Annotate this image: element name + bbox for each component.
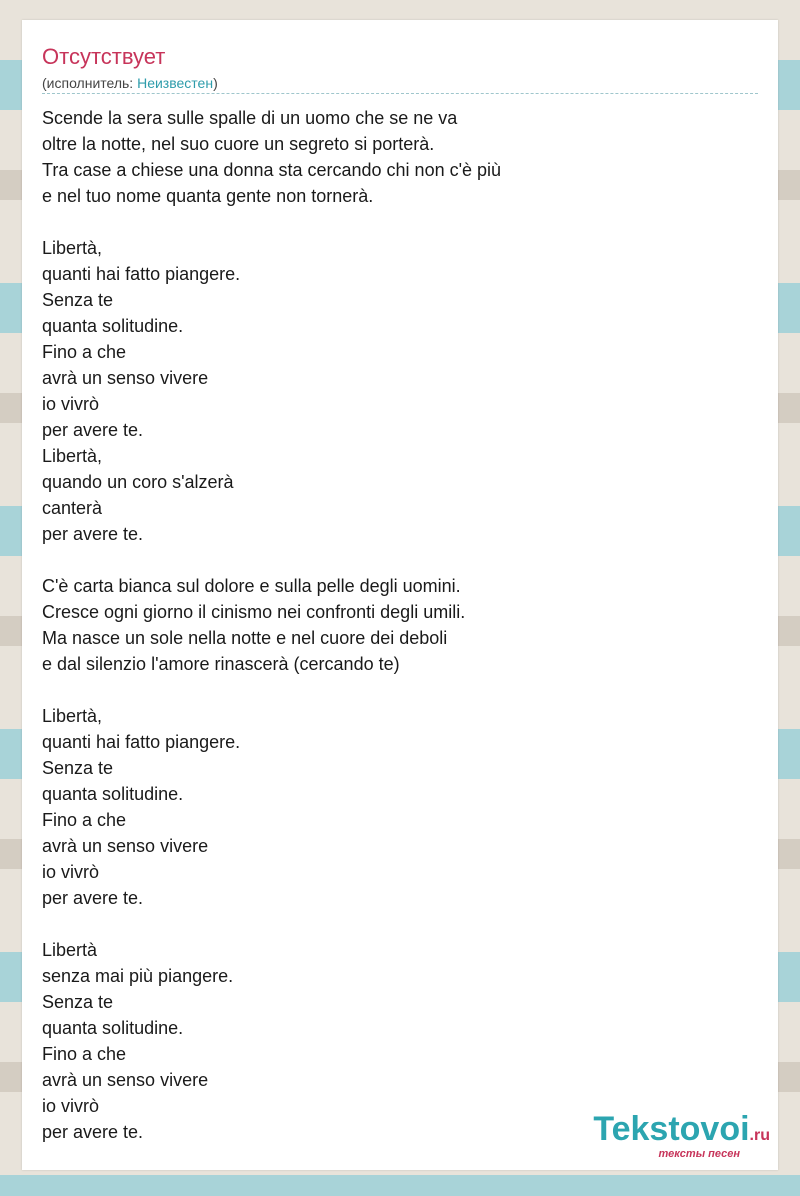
lyric-line: per avere te.	[42, 420, 144, 440]
logo-tld: .ru	[749, 1127, 770, 1144]
artist-link[interactable]: Неизвестен	[137, 75, 214, 91]
lyric-line: avrà un senso vivere	[42, 368, 209, 388]
lyrics-body	[42, 105, 501, 1145]
site-logo[interactable]	[593, 1111, 770, 1160]
lyric-line: io vivrò	[42, 862, 100, 882]
lyric-line: quanta solitudine.	[42, 1018, 184, 1038]
lyric-line: e dal silenzio l'amore rinascerà (cercando te)	[42, 654, 400, 674]
lyric-line: quanti hai fatto piangere.	[42, 732, 241, 752]
artist-suffix: )	[213, 75, 218, 91]
lyric-line: per avere te.	[42, 1122, 144, 1142]
lyric-line: Libertà	[42, 940, 98, 960]
lyric-line: Ma nasce un sole nella notte e nel cuore dei deboli	[42, 628, 448, 648]
stanza-break	[42, 911, 501, 937]
stanza-break	[42, 209, 501, 235]
lyric-line: Libertà,	[42, 238, 103, 258]
stanza-break	[42, 677, 501, 703]
lyric-line: Senza te	[42, 992, 114, 1012]
lyric-line: Cresce ogni giorno il cinismo nei confronti degli umili.	[42, 602, 466, 622]
divider	[42, 93, 758, 94]
lyric-line: quanti hai fatto piangere.	[42, 264, 241, 284]
lyric-line: quando un coro s'alzerà	[42, 472, 234, 492]
lyrics-card	[22, 20, 778, 1170]
lyric-line: io vivrò	[42, 1096, 100, 1116]
lyric-line: Tra case a chiese una donna sta cercando chi non c'è più	[42, 160, 502, 180]
lyric-line: Senza te	[42, 290, 114, 310]
lyric-line: quanta solitudine.	[42, 784, 184, 804]
lyric-line: Senza te	[42, 758, 114, 778]
logo-tagline: тексты песен	[658, 1148, 740, 1160]
lyric-line: oltre la notte, nel suo cuore un segreto si porterà.	[42, 134, 435, 154]
lyric-line: io vivrò	[42, 394, 100, 414]
lyric-line: C'è carta bianca sul dolore e sulla pelle degli uomini.	[42, 576, 461, 596]
lyric-line: e nel tuo nome quanta gente non tornerà.	[42, 186, 374, 206]
lyric-line: Libertà,	[42, 446, 103, 466]
logo-name: Tekstovoi	[593, 1110, 750, 1148]
artist-prefix: (исполнитель:	[42, 75, 138, 91]
lyric-line: quanta solitudine.	[42, 316, 184, 336]
lyric-line: Libertà,	[42, 706, 103, 726]
artist-line	[42, 74, 218, 92]
lyric-line: canterà	[42, 498, 103, 518]
lyric-line: Fino a che	[42, 810, 127, 830]
lyric-line: per avere te.	[42, 888, 144, 908]
lyric-line: avrà un senso vivere	[42, 836, 209, 856]
lyric-line: Fino a che	[42, 1044, 127, 1064]
lyric-line: Scende la sera sulle spalle di un uomo che se ne va	[42, 108, 458, 128]
stanza-break	[42, 547, 501, 573]
lyric-line: senza mai più piangere.	[42, 966, 234, 986]
lyric-line: per avere te.	[42, 524, 144, 544]
song-title: Отсутствует	[42, 44, 166, 69]
lyric-line: Fino a che	[42, 342, 127, 362]
lyric-line: avrà un senso vivere	[42, 1070, 209, 1090]
